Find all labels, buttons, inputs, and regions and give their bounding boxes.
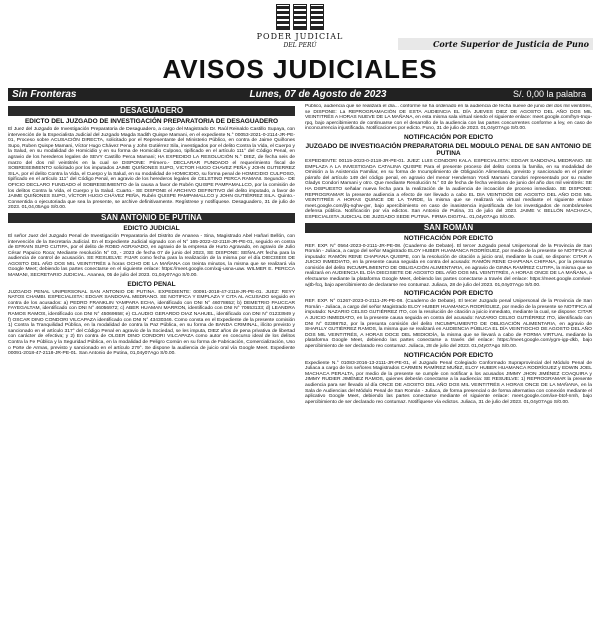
judicial-logo-icon [275,4,325,30]
edict-body: El señor Juez del Juzgado Penal de Investigación Preparatoria del Distrito de Ananea - Sina, Magistrado Abel Hañari Bellón, con intervención de la Secretaria Judicial. En el Expediente Judicial signado con el N° 165-2022-42-2118-JR-PE-01, seguido en contra de EFRAIN SUPO CUTIPA, por el delito de ROBO AGRAVADO, en agravio de la empresa de Hurto Agravado, en agravio de Julio César Papuico Roca; Mediante resolución N° 03, - 2023 de fecha 07 de junio del 2023, SE DISPONE: SEÑALAR fecha para la audiencia de control de acusación. SE RESUELVE: FIJAR como fecha para la realización de la misma por el día DIECISEIS DE AGOSTO DEL AÑO DOS MIL VEINTITRÉS a horas OCHO DE LA MAÑANA con treinta minutos, la misma que se realizará vía Google Meet; debiendo las partes conectarse en el siguiente enlace: https://meet.google.com/xqj-usna-uaw. WILMER E. PERCCA MAMANI, SECRETARIO JUDICIAL. Ananea, 05 de julio del 2023. 01,04y07Ago S/0.00. [8,233,295,279]
edict-heading: NOTIFICACIÓN POR EDICTO [403,290,494,298]
page-title: AVISOS JUDICIALES [162,54,438,84]
section-desaguadero: DESAGUADERO [8,106,295,116]
edict-body: El Juez del Juzgado de Investigación Preparatoria de Desaguadero, a cargo del Magistrado Dr. Raúl Reinaldo Castillo Supaya, con intervención de la Especialista Judicial del Juzgado Magda Sadith Quispe Mamani, en el expediente N.° 00053-2021-0-2114-JR-PE-01, Proceso sobre ACUSACIÓN DIRECTA, solicitado por el Representante del Ministerio Público, en contra de Jaime Quiñones Supo, Ruben Quispe Mamani, Víctor Hugo Chávez Pena y John Gutiérrez Sila, investigados por el delito Contra la Vida, el Cuerpo y la Salud, en su modalidad de Homicidio y en su forma de Homicidio Culposo, tipificado en el artículo 111° del Código Penal, en agravio de los herederos legales de SEVY Castillo Perca Mamani; HA EXPEDIDO LA RESOLUCIÓN N.° DIEZ, de fecha seis de marzo del dos mil veintitrés en la cual se DISPONE: Primero.- DECLARAR FUNDADO el requerimiento fiscal de SOBRESEIMIENTO solicitado por los imputados JAIME QUIÑONES SUPO, VICTOR HUGO CHAVEZ PEÑA y JOHN GUTIERREZ SILA, por el delito Contra la Vida, el Cuerpo y la Salud, en su modalidad de HOMICIDIO, su forma penal de HOMICIDIO CULPOSO, tipificado en el artículo 111° del Código Penal, en agravio de los herederos legales de CELSTINO PERCA RAMANI. Segundo.- DE OFICIO DECLARO FUNDADO el SOBRESEIMIENTO de la causa a favor de Rubén QUISPE PAMPAMALLCO, por la comisión de los delitos Contra la Vida, el Cuerpo y la Salud. Cuarto.- SE DISPONE el ARCHIVO DEFINITIVO del delito imputado, a favor de JAIME QUIÑONES SUPO, VÍCTOR HUGO CHÁVEZ PEÑA, Rubén QUISPE PAMPAMALLCO y JOHN GUTIÉRREZ SILA. Quinto.- Consentida o ejecutoriada que sea la presente, se archive definitivamente. Regístrese y notifíquese. Desaguadero, 31 de julio de 2023. 01,04,05Ago S/0.00. [8,127,295,211]
institution-name: PODER JUDICIAL [256,32,344,41]
institution-subtitle: DEL PERÚ [283,42,317,49]
edict-body: REF. EXP. N° 0564-2023-0-2111-JR-PE-08. (Cuaderno de Debate). El tercer Juzgado penal Unipersonal de la Provincia de San Román - Juliaca, a cargo del señor Magistrado ELOY HUBER HUAMANCA RODRÍGUEZ, por medio de la presente se NOTIFICA al imputado: RAMÓN RENE CHAPIANA QUISPE, con la resolución de citación a juicio oral, mediante la cual, se dispone: CITAR A JUICIO INMEDIATO, en la presente causa seguida en contra del acusado: RAMÓN RENE CHAPIANA CHIPANA, por la presunta comisión del delito INCUMPLIMIENTO DE OBLIGACIÓN ALIMENTARIA, en agravio de GINNA RAMÍREZ CUTIPA, la misma que se realizará en AUDIENCIA EL DÍA DIECISIETE DE AGOSTO DEL AÑO DOS MIL VEINTITRÉS, A HORAS ONCE DE LA MAÑANA, a efectuarse mediante la plataforma Google Meet, debiendo las partes conectarse a través del enlace: https://meet.google.com/wvi-wjtb-fcq, bajo apercibimiento de declararse reo contumaz. Juliaca, 28 de julio del 2023. 01,04y07Ago S/0.00. [305,243,592,288]
publication-date: Lunes, 07 de Agosto de 2023 [249,89,387,100]
edict-body: EXPEDIENTE: 00115-2023-0-2118-JR-PE-01. JUEZ: LUIS CONDORI KALA. ESPECIALISTA: EDGAR SANDOVAL MEDRANO. SE EMPLAZA A LA INVESTIGADA CATALINA QUISPE Para el presente proceso del delito contra la familia, en su modalidad de Omisión a la Asistencia Familiar, en su forma de Incumplimiento de Obligación Alimentaria, previsto y sancionado en el primer párrafo del artículo 149 del código penal, en agravio del menor Henderson Yordi Mamani Condori representado por su madre Gladys Condori Mamani y otro. Que mediante Resolución N.° 03 de fecha de fecha veintiuno de junio del año dos mil veintitrés: SE HA DISPUESTO señalar nueva fecha para la realización de la audiencia de incoación de proceso inmediato. SE DISPONE: REPROGRAMAR la presente audiencia a efecto de ser llevado a cabo EL DIA VEINTIDÓS DE AGOSTO DEL AÑO DOS MIL VEINTITRÉS A HORAS QUINCE DE LA TARDE, la misma que se realizará vía virtual mediante el siguiente enlace meet.google.com/jfq-nqhw-gvr, bajo apercibimiento en caso de inasistencia injustificada de los investigados de nombrárseles defensa pública. Notificación por vía edictos. San Antonio de Putina, 31 de julio del 2023. JAIME V. BELLÓN MACHACA, ESPECIALISTA JUDICIAL DE JUZGADO SEDE PUTINA. FIRMA DIGITAL. 01,04y07Ago S/0.00. [305,158,592,220]
newspaper-brand: Sin Fronteras [12,89,77,100]
edict-body: Público, audiencia que se realizará el día... conforme se ha ordenado en la audiencia de fecha nueve de junio del dos mil veintitrés, se DISPONE: La REPROGRAMACIÓN DE ESTA AUDIENCIA EL DÍA JUEVES DIEZ DE AGOSTO DEL AÑO DOS MIL VEINTITRÉS A HORAS NUEVE DE LA MAÑANA, en esta misma sala virtual siendo el siguiente enlace: meet.google.com/hyn-tnqu-rpq, bajo apercibimiento de continuarse con el desarrollo de la audiencia con las partes concurrentes conforme a ley, en caso de inconcurrencia injustificada. Notificaciones por edicto. Puno, 31 de julio de 2023. 01,04y07Ago S/0.00. [305,104,592,132]
court-name: Corte Superior de Justicia de Puno [398,38,593,50]
edict-heading: EDICTO DEL JUZGADO DE INVESTIGACIÓN PREPARATORIA DE DESAGUADERO [24,118,279,125]
section-san-antonio-de-putina: SAN ANTONIO DE PUTINA [8,213,295,223]
edict-heading: EDICTO JUDICIAL [123,224,180,232]
info-bar [8,88,592,101]
edict-body: Expediente N.° 01083-2016-13-2111-JR-PE-01, el Juzgado Penal Colegiado Conformado Supraprovincial del Módulo Penal de Juliaca a cargo de los señores Magistrados CARMEN RAMÍREZ MUÑIZ, ELOY HUBER HUAMANCA RODRÍGUEZ y EDWIN JOEL MACHACA PERALTA, por medio de la presente se cumple con notificar a los acusados JIMMY JHON JIMÉNEZ COAQUIRA y JIMMY RUDIER JIMÉNEZ RAMOS, quienes deberán conectarse a la audiencia: SE RESUELVE: 1) REPROGRAMAR la presente audiencia para ser llevado al día ONCE DE AGOSTO DEL AÑO DOS MIL VEINTITRÉS A HORAS ONCE DE LA MAÑANA, en la Sala de Audiencias del Módulo Penal de San Román - Juliaca, de forma presencial o de forma alternativa con conexión mediante el aplicativo Google Meet, debiendo las partes conectarse mediante el siguiente enlace: meet.google.com/ixe-btof-nmh, bajo apercibimiento de ser declarado reo contumaz. Notifíquese vía edictos. Juliaca, 31 de julio del 2023. 01,04y07Ago S/0.00. [305,360,592,405]
section-san-roman: SAN ROMÁN [305,223,592,233]
left-column [8,104,295,623]
page-header [0,0,600,86]
right-column [305,104,592,623]
edict-heading: NOTIFICACIÓN POR EDICTO [403,234,494,242]
edict-heading: EDICTO PENAL [127,280,176,288]
edict-body: REF. EXP. N° 01267-2023-0-2111-JR-PE-08. (Cuaderno de Debate). El tercer Juzgado penal Unipersonal de la Provincia de San Román - Juliaca, a cargo del señor Magistrado ELOY HUBER HUAMANCA RODRÍGUEZ, por medio de la presente se NOTIFICA al imputado: NAZARIO CELSO GUTIÉRREZ ITO, con la resolución de citación a juicio inmediato, mediante la cual, se dispone: CITAR A JUICIO INMEDIATO, en la presente causa seguida en contra del acusado: NAZARIO CELSO GUTIÉRREZ ITO, identificado con DNI N° 02398752, por la presunta comisión del delito INCUMPLIMIENTO DE OBLIGACIÓN ALIMENTARIA, en agravio de SHARLLY GUTIÉRREZ RAMOS, la misma que se realizará en AUDIENCIA PÚBLICA EL DÍA VEINTIOCHO DE AGOSTO DEL AÑO DOS MIL VEINTITRÉS, A HORAS DOCE DEL MEDIODÍA, la misma que se llevará a cabo de FORMA VIRTUAL mediante la plataforma Google Meet, debiendo las partes conectarse a través del enlace: https://meet.google.com/ygm-igp-dkb, bajo apercibimiento de ser declarado reo contumaz. Juliaca, 28 de julio del 2023. 01,04y07Ago S/0.00. [305,299,592,349]
edict-body: JUZGADO PENAL UNIPERSONAL SAN ANTONIO DE PUTINA. EXPEDIENTE: 00091-2018-47-2118-JR-PE-01. JUEZ: REYY NATOS CHAMBI. ESPECIALISTA: EDGAR SANDOVAL MEDRANO. SE NOTIFICA Y EMPLAZA Y CITA AL ACUSADO seguido en contra de los acusados: a) PEDRO FRANKLIN YAMPARA ECHA, identificado con DNI N° 46078652; b) DEMETRIO PAUCCAR FAYEGALTAM, identificado con DNI N° 46056972; c) ABER HUAMAN MARRON, identificado con DNI N° 70653133; d) LEANDRA RAMOS RAMOS, identificado con DNI N° 45069658; e) CLAUDIO GERARDO DIAZ NAHUEL, identificado con DNI N° 01233949 y f) OSCAR DINO CONDORI VILCAPAZA identificado con DNI N° 43430346. Como consta en el Expediente de la presente comisión 1) Contra la Tranquilidad Pública, en la modalidad de contra la Paz Pública, en su forma de BANDA CRIMINAL, ilícito previsto y sancionado en el artículo 317° del Código Penal en agravio de la Sociedad, se les imputa, DIEZ años de pena privativa de libertad con carácter de efectiva; y 2) En contra de OLGER DINO CONDORI VILCAPAZA como autor en concurso ideal de los delitos Contra la Fe Pública y la Seguridad Pública, en la modalidad de Peligro Común en su forma de Fabricación, Comercialización, Uso o Porte de Armas, previsto y sancionado en el artículo 279°. Se dispone la audiencia de juicio oral vía Google Meet. Expediente 00091-2018-47-2118-JR-PE-01. San Antonio de Putina, 01,04y07Ago S/0.00. [8,289,295,357]
word-price: S/. 0,00 la palabra [512,89,586,99]
edict-subheading: JUZGADO DE INVESTIGACIÓN PREPARATORIA DEL MODULO PENAL DE SAN ANTONIO DE PUTINA [305,142,592,157]
edict-heading: NOTIFICACIÓN POR EDICTO [403,351,494,359]
edict-heading: NOTIFICACIÓN POR EDICTO [403,133,494,141]
